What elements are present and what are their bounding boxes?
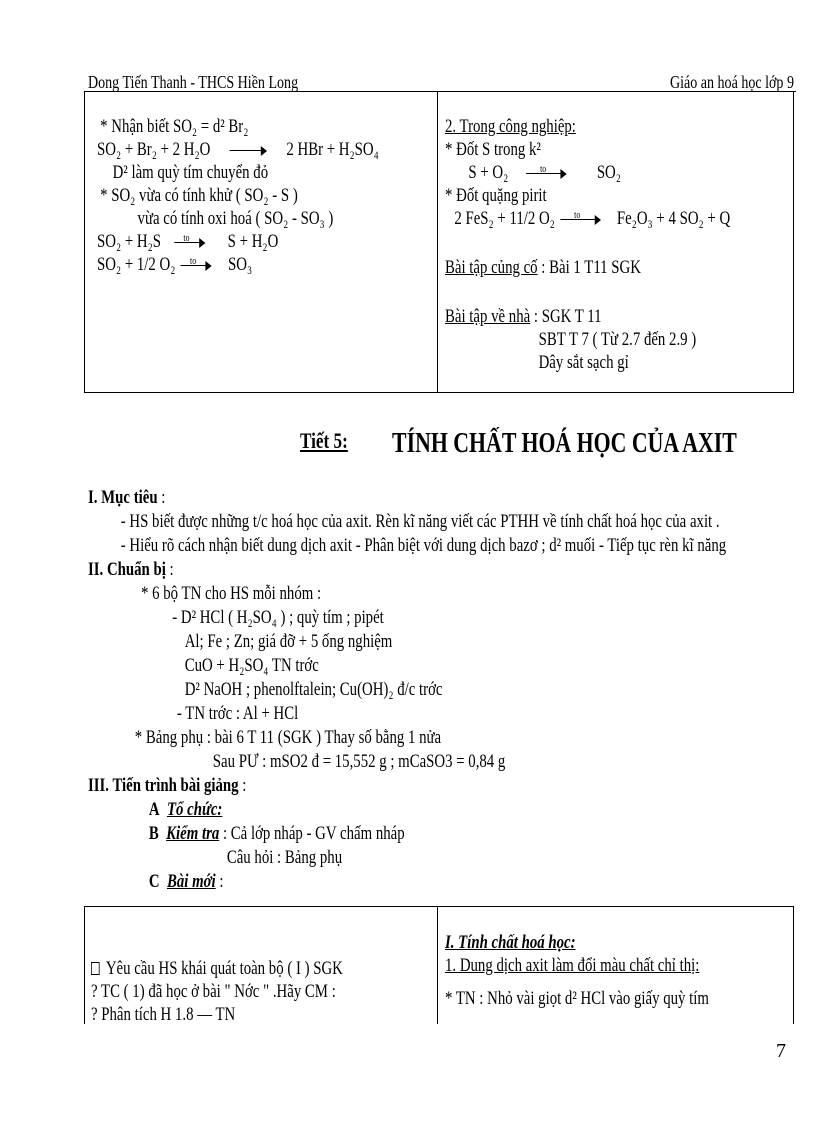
- text-line: ? TC ( 1) đã học ở bài " Nớc " .Hãy CM :: [91, 981, 336, 1002]
- text-line: - Hiểu rõ cách nhận biết dung dịch axit - Phân biệt với dung dịch bazơ ; d² muối - Tiếp tục rèn kĩ năng: [120, 535, 727, 556]
- text-line: SBT T 7 ( Từ 2.7 đến 2.9 ): [538, 329, 697, 350]
- text-line: A Tổ chức:: [148, 799, 223, 820]
- arrow-icon: [230, 146, 267, 156]
- equation-products: 2 HBr + H₂SO₄: [286, 139, 379, 160]
- text-line: Sau PƯ : mSO2 đ = 15,552 g ; mCaSO3 = 0,84 g: [212, 751, 506, 772]
- equation-line: [97, 138, 379, 161]
- text-line: [445, 305, 730, 328]
- section-heading: I. Tính chất hoá học:: [445, 932, 576, 953]
- section-title: III. Tiến trình bài giảng :: [88, 775, 247, 796]
- header-left: [88, 72, 357, 93]
- text-line: Câu hỏi : Bảng phụ: [226, 847, 343, 868]
- table-divider: [437, 907, 438, 1024]
- arrow-icon: to: [181, 261, 212, 271]
- equation-products: S + H₂O: [227, 231, 279, 252]
- text-line: Al; Fe ; Zn; giá đỡ + 5 ống nghiệm: [184, 631, 393, 652]
- text-line: C Bài mới :: [148, 871, 224, 892]
- text-line: * SO₂ vừa có tính khử ( SO₂ - S ): [100, 185, 298, 206]
- equation-reactants: SO₂ + H₂S: [97, 231, 161, 252]
- subsection-heading: 1. Dung dịch axit làm đổi màu chất chỉ thị:: [445, 955, 700, 976]
- page-number: 7: [776, 1040, 786, 1062]
- review-left-cell: [97, 115, 458, 276]
- header-author: Dong Tiến Thanh - THCS Hiền Long: [88, 72, 299, 92]
- equation-line: [445, 161, 730, 184]
- text-line: [445, 256, 730, 279]
- text-line: * TN : Nhỏ vài giọt d² HCl vào giấy quỳ tím: [445, 988, 709, 1009]
- text-line: - TN trớc : Al + HCl: [176, 703, 299, 724]
- lesson-label: Tiết 5:: [300, 428, 348, 453]
- equation-reactants: SO₂ + Br₂ + 2 H₂O: [97, 139, 211, 160]
- section-heading: 2. Trong công nghiệp:: [445, 116, 576, 137]
- text-line: D² NaOH ; phenolftalein; Cu(OH)₂ đ/c trớc: [184, 679, 443, 700]
- homework-label: Bài tập về nhà: [445, 306, 531, 327]
- page-title-text: TÍNH CHẤT HOÁ HỌC CỦA AXIT: [392, 428, 737, 459]
- text-line: B Kiểm tra : Cả lớp nháp - GV chấm nháp: [148, 823, 405, 844]
- header-right: [635, 72, 794, 93]
- text-line: ? Phân tích H 1.8 — TN: [91, 1004, 236, 1024]
- equation-reactants: S + O₂: [468, 162, 509, 183]
- equation-line: [97, 230, 379, 253]
- text-line: * Đốt S trong k²: [445, 139, 541, 160]
- checkbox-icon: [91, 962, 100, 975]
- text-line: Dây sắt sạch gỉ: [538, 352, 629, 373]
- equation-products: SO₃: [228, 254, 253, 275]
- text-line: Yêu cầu HS khái quát toàn bộ ( I ) SGK: [91, 957, 343, 980]
- text-line: D² làm quỳ tím chuyển đỏ: [112, 162, 269, 183]
- page-title: [392, 428, 816, 460]
- text-line: vừa có tính oxi hoá ( SO₂ - SO₃ ): [137, 208, 334, 229]
- arrow-icon: to: [526, 169, 567, 179]
- header-subject: Giáo an hoá học lớp 9: [669, 72, 794, 92]
- review-right-cell: [445, 115, 811, 374]
- arrow-icon: to: [560, 215, 601, 225]
- activity-table: [84, 906, 794, 1024]
- exercise-text: : Bài 1 T11 SGK: [537, 257, 641, 278]
- lesson-number: [300, 428, 361, 454]
- section-title: II. Chuẩn bị :: [88, 559, 174, 580]
- equation-reactants: SO₂ + 1/2 O₂: [97, 254, 176, 275]
- equation-line: [445, 207, 730, 230]
- text-line: - D² HCl ( H₂SO₄ ) ; quỳ tím ; pipét: [172, 607, 384, 628]
- activity-right-cell: [445, 931, 783, 1010]
- equation-reactants: 2 FeS₂ + 11/2 O₂: [454, 208, 555, 229]
- equation-line: [97, 253, 379, 276]
- text-line: * Bảng phụ : bài 6 T 11 (SGK ) Thay số bằng 1 nửa: [134, 727, 442, 748]
- review-table: [84, 91, 794, 393]
- equation-products: SO₂: [596, 162, 621, 183]
- exercise-label: Bài tập củng cố: [445, 257, 538, 278]
- text-line: - HS biết được những t/c hoá học của axit. Rèn kĩ năng viết các PTHH về tính chất hoá học của axit .: [120, 511, 720, 532]
- activity-left-cell: [91, 957, 414, 1024]
- text-line: CuO + H₂SO₄ TN trớc: [184, 655, 319, 676]
- arrow-icon: to: [174, 238, 205, 248]
- text-line: * Nhận biết SO₂ = d² Br₂: [100, 116, 249, 137]
- text-line: * 6 bộ TN cho HS mỗi nhóm :: [141, 583, 322, 604]
- text-line: * Đốt quặng pirit: [445, 185, 547, 206]
- equation-products: Fe₂O₃ + 4 SO₂ + Q: [616, 208, 731, 229]
- homework-text: : SGK T 11: [530, 306, 602, 327]
- section-title: I. Mục tiêu :: [88, 487, 166, 508]
- lesson-body: [88, 486, 816, 894]
